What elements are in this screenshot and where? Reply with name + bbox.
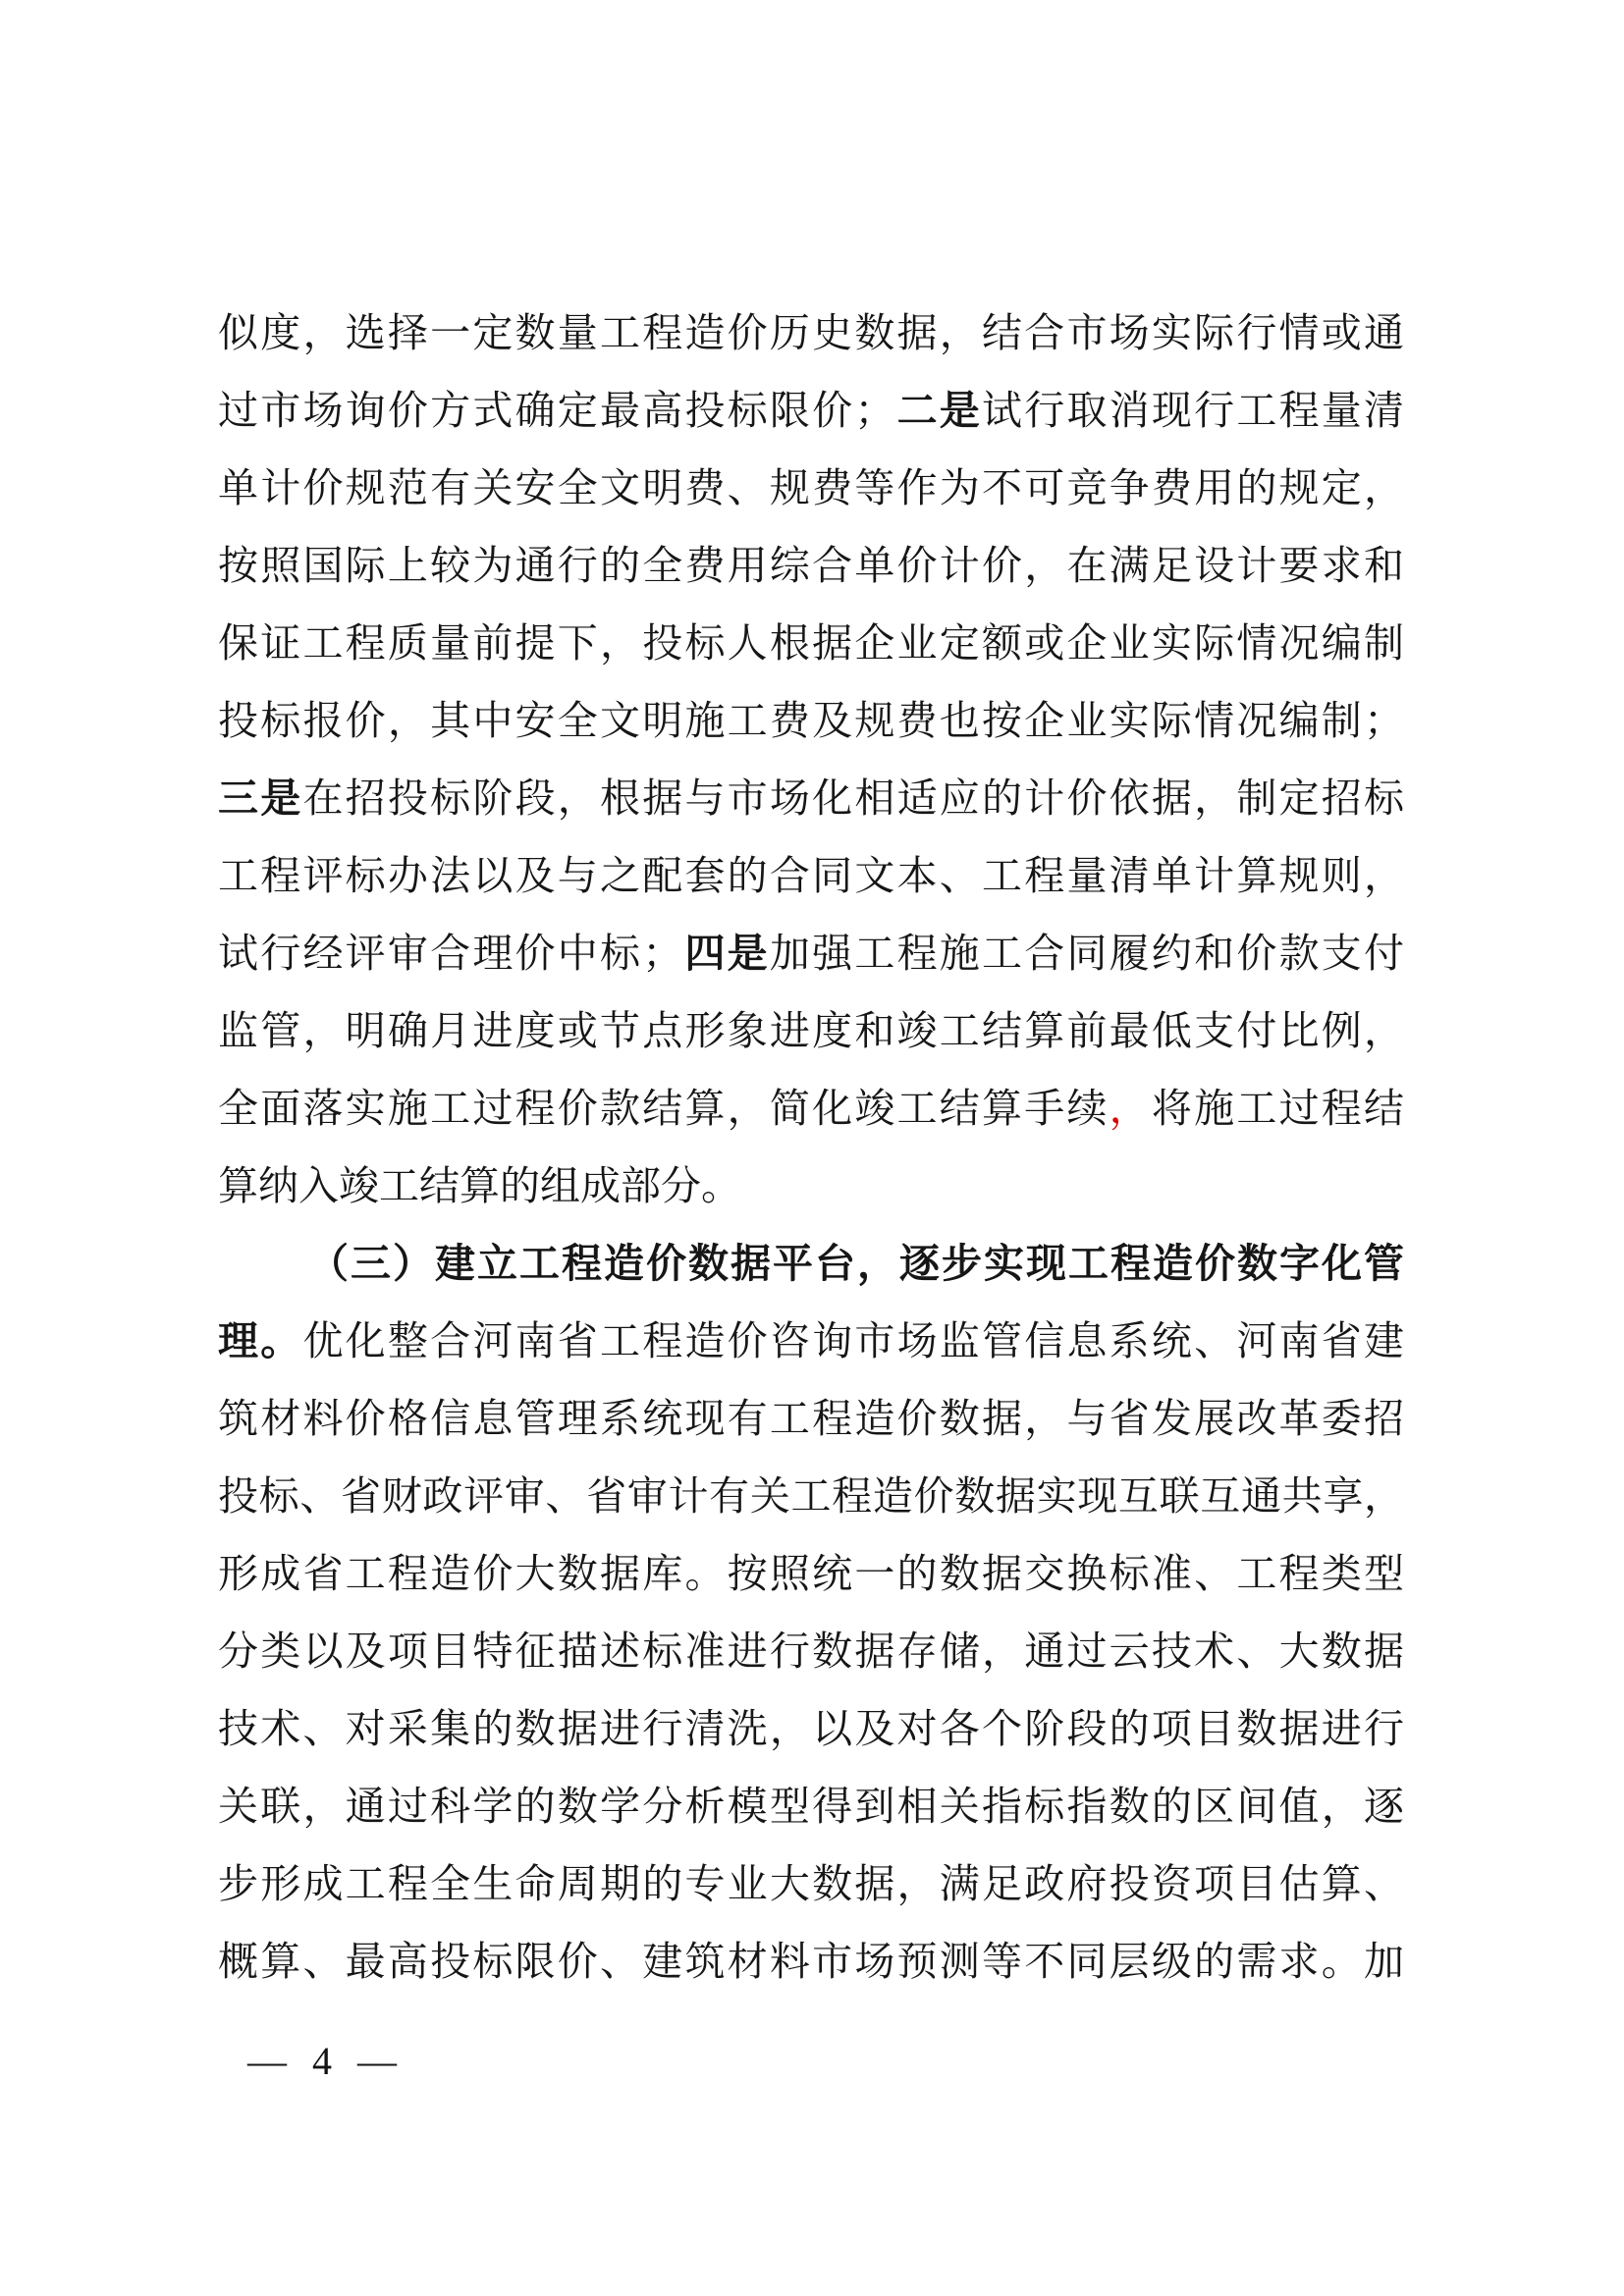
text-line-5	[218, 605, 1404, 682]
bold-text-segment: 四是	[682, 931, 770, 976]
text-segment: 工程评标办法以及与之配套的合同文本、工程量清单计算规则，	[218, 853, 1404, 898]
text-segment: 概算、最高投标限价、建筑材料市场预测等不同层级的需求。加	[218, 1939, 1404, 1984]
text-line-15	[218, 1380, 1404, 1458]
text-segment: 步形成工程全生命周期的专业大数据，满足政府投资项目估算、	[218, 1861, 1404, 1906]
text-segment: 筑材料价格信息管理系统现有工程造价数据，与省发展改革委招	[218, 1396, 1404, 1441]
text-line-12	[218, 1148, 1404, 1225]
text-segment: 按照国际上较为通行的全费用综合单价计价，在满足设计要求和	[218, 543, 1404, 588]
text-line-16	[218, 1458, 1404, 1535]
bold-text-segment: （三）建立工程造价数据平台，逐步实现工程造价数字化管	[308, 1241, 1404, 1286]
text-segment: 过市场询价方式确定最高投标限价；	[218, 388, 895, 433]
text-line-22	[218, 1923, 1404, 2001]
page-number-text: — 4 —	[247, 2039, 405, 2083]
text-segment: 在招投标阶段，根据与市场化相适应的计价依据，制定招标	[302, 775, 1404, 821]
text-segment: 单计价规范有关安全文明费、规费等作为不可竞争费用的规定，	[218, 465, 1404, 510]
text-line-17	[218, 1535, 1404, 1613]
text-segment: 将施工过程结	[1151, 1086, 1404, 1131]
text-segment: 投标报价，其中安全文明施工费及规费也按企业实际情况编制；	[218, 698, 1404, 743]
text-line-10	[218, 992, 1404, 1070]
text-segment: 全面落实施工过程价款结算，简化竣工结算手续	[218, 1086, 1110, 1131]
text-line-21	[218, 1845, 1404, 1923]
text-line-1	[218, 294, 1404, 372]
text-segment: 优化整合河南省工程造价咨询市场监管信息系统、河南省建	[302, 1318, 1404, 1363]
text-segment: 试行取消现行工程量清	[982, 388, 1404, 433]
bold-text-segment: 理。	[218, 1318, 303, 1363]
text-line-20	[218, 1768, 1404, 1845]
text-segment: 技术、对采集的数据进行清洗，以及对各个阶段的项目数据进行	[218, 1706, 1404, 1751]
text-segment: 关联，通过科学的数学分析模型得到相关指标指数的区间值，逐	[218, 1784, 1404, 1829]
text-line-18	[218, 1613, 1404, 1690]
text-line-3	[218, 450, 1404, 527]
text-segment: 监管，明确月进度或节点形象进度和竣工结算前最低支付比例，	[218, 1008, 1404, 1053]
text-segment: 加强工程施工合同履约和价款支付	[769, 931, 1404, 976]
red-comma: ，	[1109, 1086, 1152, 1131]
text-segment: 投标、省财政评审、省审计有关工程造价数据实现互联互通共享，	[218, 1473, 1404, 1519]
text-line-11	[218, 1070, 1404, 1148]
bold-text-segment: 二是	[894, 388, 983, 433]
text-line-4	[218, 527, 1404, 605]
text-segment: 保证工程质量前提下，投标人根据企业定额或企业实际情况编制	[218, 620, 1404, 666]
text-line-7	[218, 760, 1404, 837]
page-number	[247, 2040, 405, 2083]
text-segment: 形成省工程造价大数据库。按照统一的数据交换标准、工程类型	[218, 1551, 1404, 1596]
text-line-19	[218, 1690, 1404, 1768]
text-line-9	[218, 915, 1404, 992]
document-text	[218, 294, 1404, 2001]
text-segment: 分类以及项目特征描述标准进行数据存储，通过云技术、大数据	[218, 1629, 1404, 1674]
text-segment: 似度，选择一定数量工程造价历史数据，结合市场实际行情或通	[218, 310, 1404, 355]
text-line-6	[218, 682, 1404, 760]
text-line-8	[218, 837, 1404, 915]
bold-text-segment: 三是	[218, 775, 303, 821]
text-segment: 试行经评审合理价中标；	[218, 931, 683, 976]
text-line-2	[218, 372, 1404, 450]
text-segment: 算纳入竣工结算的组成部分。	[218, 1163, 741, 1208]
text-line-13	[218, 1225, 1404, 1303]
text-line-14	[218, 1303, 1404, 1380]
